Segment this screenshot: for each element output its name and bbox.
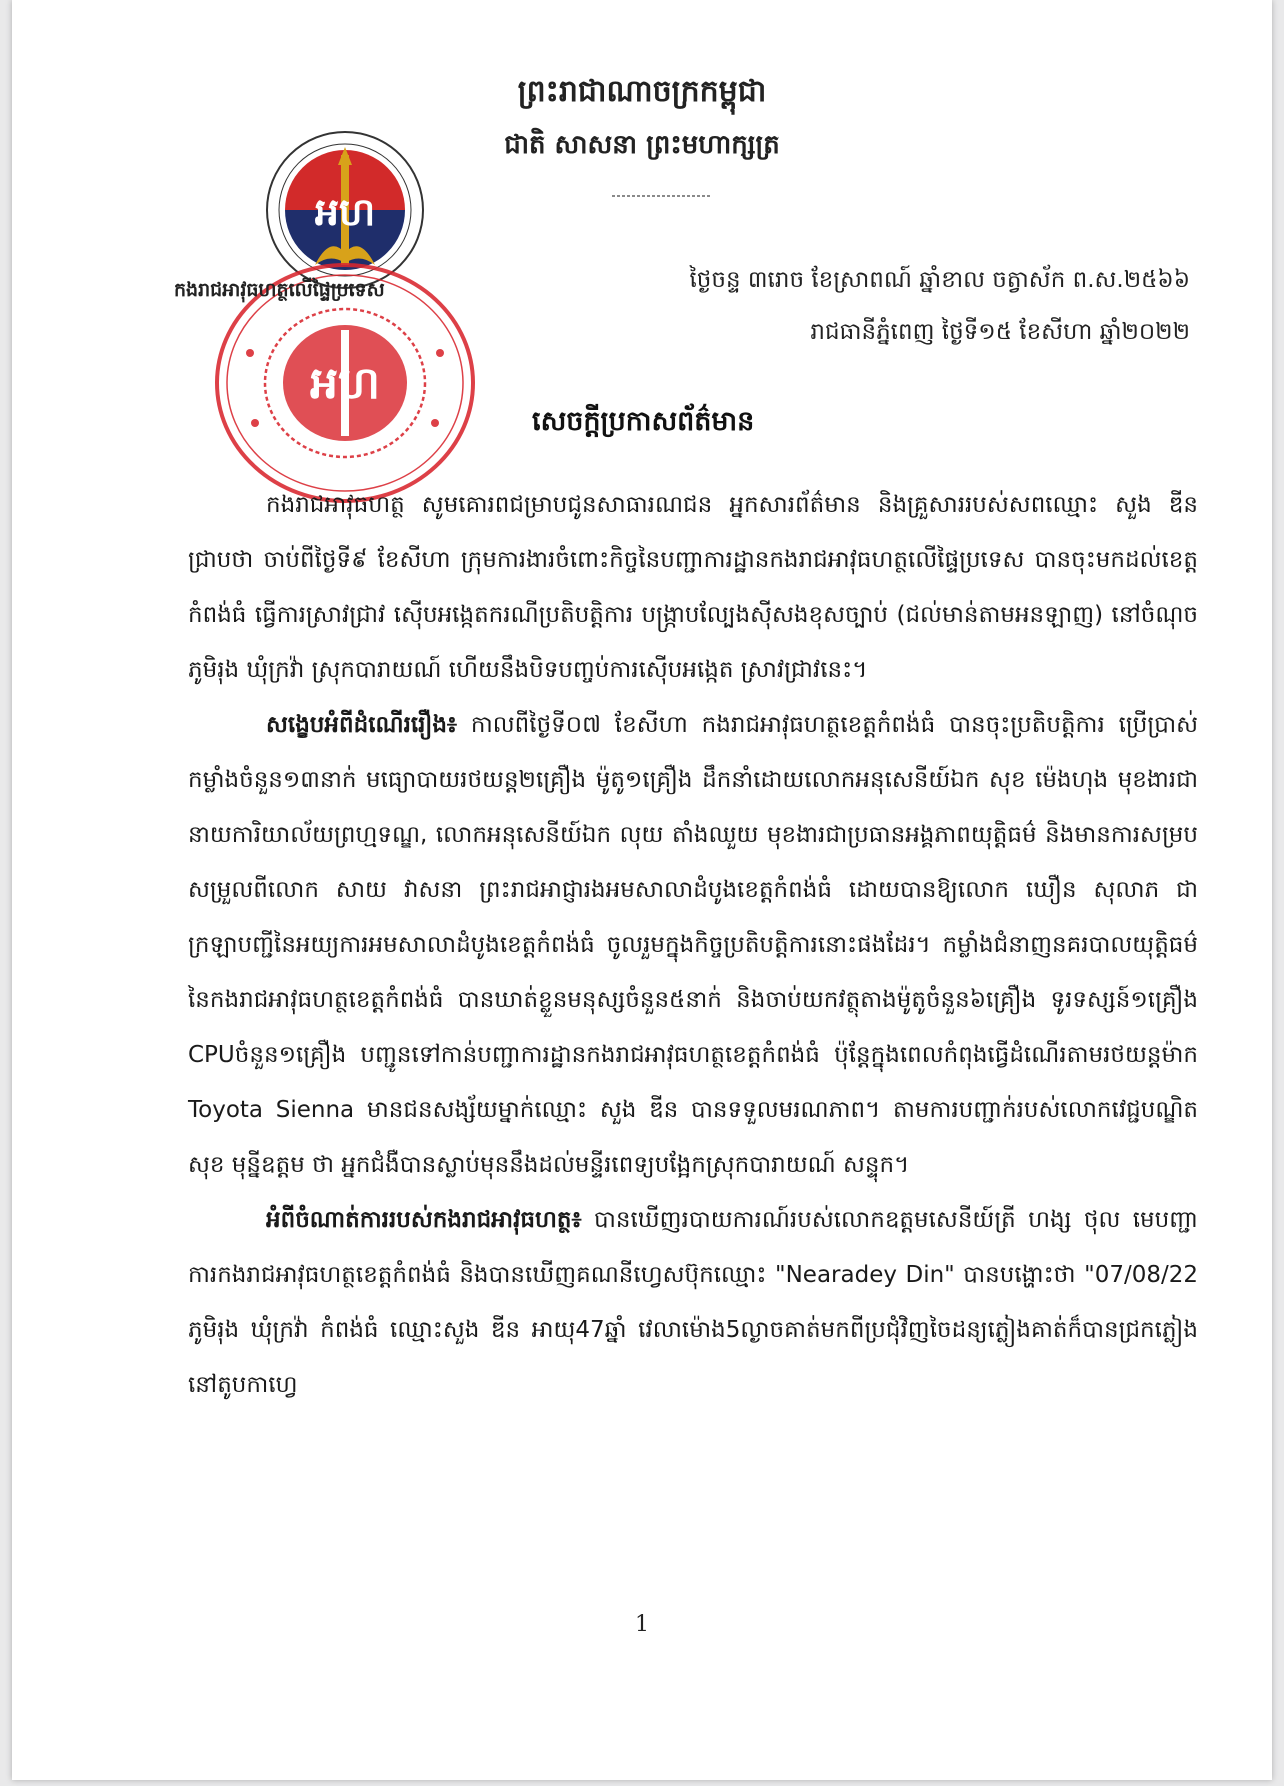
logo-letters: អហ (314, 190, 376, 234)
paragraph-lead: សង្ខេបអំពីដំណើររឿង៖ (266, 712, 458, 738)
lunar-date: ថ្ងៃចន្ទ ៣រោច ខែស្រាពណ៍ ឆ្នាំខាល ចត្វាស័ក ព.ស.២៥៦៦ (689, 267, 1190, 293)
issuing-authority: កងរាជអាវុធហត្ថលើផ្ទៃប្រទេស (174, 279, 385, 301)
divider-ornament (612, 194, 712, 198)
document-body (188, 478, 1198, 1413)
national-motto: ជាតិ សាសនា ព្រះមហាក្សត្រ (504, 130, 780, 160)
document-title: សេចក្តីប្រកាសព័ត៌មាន (532, 406, 755, 437)
place-and-date: រាជធានីភ្នំពេញ ថ្ងៃទី១៥ ខែសីហា ឆ្នាំ២០២២ (810, 319, 1190, 345)
page-number: 1 (635, 1612, 649, 1637)
paragraph-lead: អំពីចំណាត់ការរបស់កងរាជអាវុធហត្ថ៖ (266, 1207, 582, 1233)
paragraph-intro (188, 478, 1198, 698)
kingdom-heading: ព្រះរាជាណាចក្រកម្ពុជា (517, 74, 767, 109)
stamp-letters: អហ (310, 358, 380, 409)
paragraph-text: បានឃើញរបាយការណ៍របស់លោកឧត្តមសេនីយ៍ត្រី ហង្ស ថុល មេបញ្ជាការកងរាជអាវុធហត្ថខេត្តកំពង់ធំ និងបានឃើញគណនីហ្វេសប៊ុកឈ្មោះ "Nearadey Din" បានបង្ហោះថា "07/08/22 ភូមិរុង ឃុំក្រវ៉ា កំពង់ធំ ឈ្មោះសួង ឌីន អាយុ47ឆ្នាំ វេលាម៉ោង5ល្ងាចគាត់មកពីប្រជុំវិញចៃដន្យភ្លៀងគាត់ក៏បានជ្រកភ្លៀងនៅតូបកាហ្វេ (188, 1207, 1198, 1398)
paragraph-summary (188, 698, 1198, 1193)
document-page (12, 0, 1272, 1780)
paragraph-text: កងរាជអាវុធហត្ថ សូមគោរពជម្រាបជូនសាធារណជន អ្នកសារព័ត៌មាន និងគ្រួសាររបស់សពឈ្មោះ សួង ឌីន ជ្រាបថា ចាប់ពីថ្ងៃទី៩ ខែសីហា ក្រុមការងារចំពោះកិច្ចនៃបញ្ជាការដ្ឋានកងរាជអាវុធហត្ថលើផ្ទៃប្រទេស បានចុះមកដល់ខេត្តកំពង់ធំ ធ្វើការស្រាវជ្រាវ ស៊ើបអង្កេតករណីប្រតិបត្តិការ បង្ក្រាបល្បែងស៊ីសងខុសច្បាប់ (ជល់មាន់តាមអនឡាញ) នៅចំណុចភូមិរុង ឃុំក្រវ៉ា ស្រុកបារាយណ៍ ហើយនឹងបិទបញ្ចប់ការស៊ើបអង្កេត ស្រាវជ្រាវនេះ។ (188, 492, 1198, 683)
paragraph-action (188, 1193, 1198, 1413)
paragraph-text: កាលពីថ្ងៃទី០៧ ខែសីហា កងរាជអាវុធហត្ថខេត្តកំពង់ធំ បានចុះប្រតិបត្តិការ ប្រើប្រាស់កម្លាំងចំនួន១៣នាក់ មធ្យោបាយរថយន្ត២គ្រឿង ម៉ូតូ១គ្រឿង ដឹកនាំដោយលោកអនុសេនីយ៍ឯក សុខ ម៉េងហុង មុខងារជានាយការិយាល័យព្រហ្មទណ្ឌ, លោកអនុសេនីយ៍ឯក លុយ តាំងឈួយ មុខងារជាប្រធានអង្គភាពយុត្តិធម៌ និងមានការសម្របសម្រួលពីលោក សាយ វាសនា ព្រះរាជអាជ្ញារងអមសាលាដំបូងខេត្តកំពង់ធំ ដោយបានឱ្យលោក ឃឿន សុលាភ ជាក្រឡាបញ្ជីនៃអយ្យការអមសាលាដំបូងខេត្តកំពង់ធំ ចូលរួមក្នុងកិច្ចប្រតិបត្តិការនោះផងដែរ។ កម្លាំងជំនាញនគរបាលយុត្តិធម៌នៃកងរាជអាវុធហត្ថខេត្តកំពង់ធំ បានឃាត់ខ្លួនមនុស្សចំនួន៥នាក់ និងចាប់យកវត្ថុតាងម៉ូតូចំនួន៦គ្រឿង ទូរទស្សន៍១គ្រឿង CPUចំនួន១គ្រឿង បញ្ជូនទៅកាន់បញ្ជាការដ្ឋានកងរាជអាវុធហត្ថខេត្តកំពង់ធំ ប៉ុន្តែក្នុងពេលកំពុងធ្វើដំណើរតាមរថយន្តម៉ាក Toyota Sienna មានជនសង្ស័យម្នាក់ឈ្មោះ សួង ឌីន បានទទួលមរណភាព។ តាមការបញ្ជាក់របស់លោកវេជ្ជបណ្ឌិត សុខ មុន្នីឧត្តម ថា អ្នកជំងឺបានស្លាប់មុននឹងដល់មន្ទីរពេទ្យបង្អែកស្រុកបារាយណ៍ សន្ទុក។ (188, 712, 1198, 1178)
